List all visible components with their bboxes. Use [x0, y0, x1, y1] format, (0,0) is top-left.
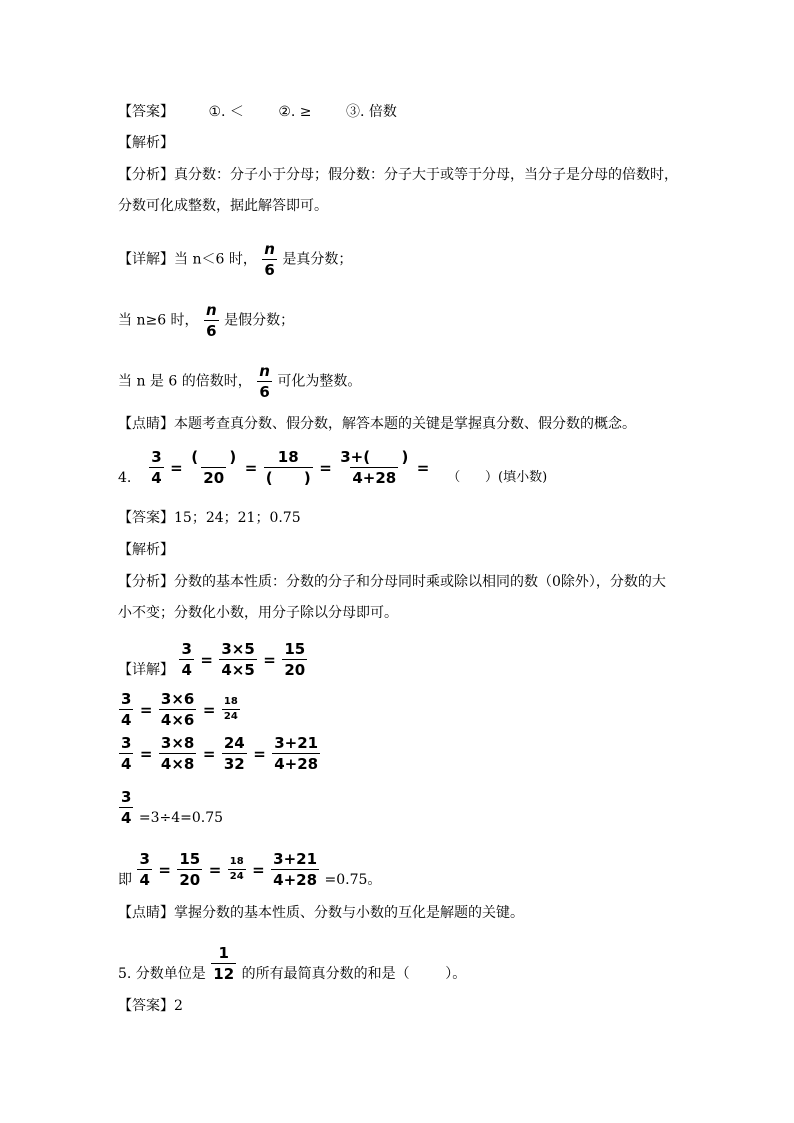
fraction: $\frac{3}{4}$	[121, 734, 132, 773]
detail-text: 是真分数；	[282, 251, 353, 268]
detail-text: 当 n 是 6 的倍数时，	[118, 373, 252, 390]
analysis-line: 【分析】真分数：分子小于分母；假分数：分子大于或等于分母，当分子是分母的倍数时，	[118, 167, 678, 183]
analysis-line: 分数可化成整数，据此解答即可。	[118, 198, 328, 214]
key-point: 【点睛】本题考查真分数、假分数，解答本题的关键是掌握真分数、假分数的概念。	[118, 416, 636, 432]
fraction: $\frac{3\times 6}{4\times 6}$	[160, 690, 195, 729]
answer-choice-1: ①. ＜	[208, 104, 244, 120]
equals-sign: =	[244, 458, 258, 477]
answer-row: 【答案】2	[118, 998, 183, 1014]
fraction: $\frac{3+21}{4+28}$	[274, 734, 319, 773]
fraction: $\frac{3}{4}$	[139, 850, 150, 889]
equals-sign: =	[416, 458, 430, 477]
fraction: $\frac{n}{6}$	[259, 362, 270, 401]
fraction: $\frac{n}{6}$	[206, 301, 217, 340]
question-number: 4.	[118, 469, 132, 486]
answer-row: 【答案】15；24；21；0.75	[118, 510, 301, 526]
fraction: $\frac{3}{4}$	[181, 640, 192, 679]
decimal-result: =3÷4=0.75	[138, 809, 224, 826]
fraction: $\frac{18}{24}$	[223, 696, 238, 722]
fraction: $\frac{24}{32}$	[223, 734, 245, 773]
analysis-heading: 【解析】	[118, 135, 174, 151]
fraction: $\frac{18}{( )}$	[265, 448, 311, 487]
fraction: $\frac{1}{12}$	[213, 944, 235, 983]
fraction: $\frac{15}{20}$	[179, 850, 201, 889]
fraction: $\frac{3}{4}$	[151, 448, 162, 487]
decimal-result: =0.75。	[324, 871, 382, 888]
detail-row	[118, 640, 308, 679]
analysis-line: 【分析】分数的基本性质：分数的分子和分母同时乘或除以相同的数（0除外），分数的大	[118, 574, 666, 590]
detail-text: 可化为整数。	[277, 373, 362, 390]
blank-hint: （ ）(填小数)	[447, 469, 548, 485]
analysis-heading: 【解析】	[118, 542, 174, 558]
fraction: $\frac{18}{24}$	[229, 856, 244, 882]
detail-row	[118, 240, 352, 279]
detail-text: 即	[118, 871, 132, 888]
analysis-line: 小不变；分数化小数，用分子除以分母即可。	[118, 605, 398, 621]
question-5	[118, 944, 466, 983]
detail-tag: 【详解】	[118, 661, 174, 678]
detail-row	[118, 301, 294, 340]
fraction: $\frac{3}{4}$	[121, 690, 132, 729]
answer-choice-2: ②. ≥	[278, 104, 312, 120]
fraction: $\frac{3+21}{4+28}$	[273, 850, 318, 889]
fraction: $\frac{n}{6}$	[264, 240, 275, 279]
detail-row	[118, 734, 321, 773]
answer-tag: 【答案】	[118, 104, 174, 120]
fraction: $\frac{3}{4}$	[121, 788, 132, 827]
detail-text: 【详解】当 n＜6 时，	[118, 251, 257, 268]
key-point: 【点睛】掌握分数的基本性质、分数与小数的互化是解题的关键。	[118, 905, 524, 921]
fraction: $\frac{3+( )}{4+28}$	[340, 448, 409, 487]
question-4	[118, 448, 547, 487]
equals-sign: =	[202, 700, 216, 719]
equals-sign: =	[200, 650, 213, 669]
fraction: $\frac{( )}{20}$	[191, 448, 237, 487]
equals-sign: =	[253, 744, 266, 763]
fraction: $\frac{15}{20}$	[284, 640, 306, 679]
equals-sign: =	[158, 860, 171, 879]
question-text: 的所有最简真分数的和是（ ）。	[241, 965, 467, 982]
equals-sign: =	[202, 744, 216, 763]
answer-row	[118, 102, 397, 122]
question-text: 5. 分数单位是	[118, 965, 206, 982]
fraction: $\frac{3\times 8}{4\times 8}$	[160, 734, 195, 773]
equals-sign: =	[139, 744, 153, 763]
equals-sign: =	[139, 700, 153, 719]
detail-row	[118, 690, 241, 729]
detail-row	[118, 850, 381, 889]
equals-sign: =	[208, 860, 222, 879]
equals-sign: =	[319, 458, 332, 477]
equals-sign: =	[263, 650, 276, 669]
answer-choice-3: ③. 倍数	[346, 104, 397, 120]
fraction: $\frac{3\times 5}{4\times 5}$	[221, 640, 255, 679]
detail-text: 是假分数；	[224, 312, 295, 329]
detail-row	[118, 362, 361, 401]
equals-sign: =	[252, 860, 265, 879]
detail-row	[118, 788, 223, 827]
equals-sign: =	[170, 458, 183, 477]
detail-text: 当 n≥6 时，	[118, 312, 199, 329]
